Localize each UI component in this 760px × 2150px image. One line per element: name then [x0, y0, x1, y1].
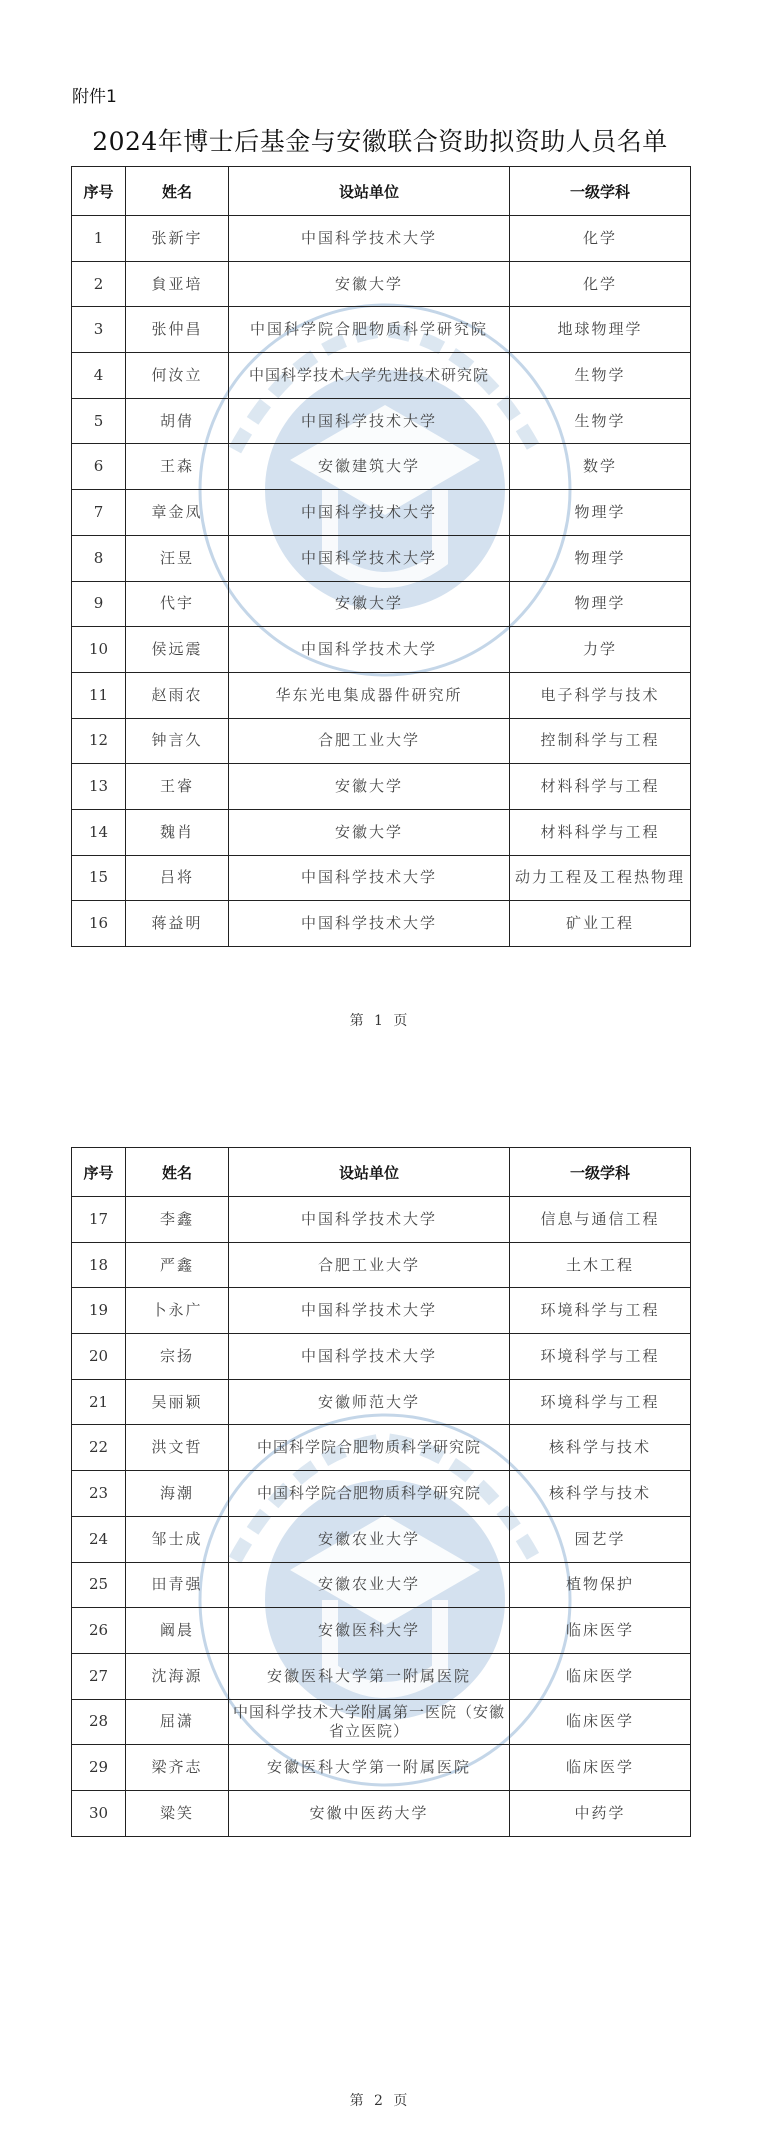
- cell-name: 胡倩: [126, 398, 229, 444]
- cell-no: 18: [72, 1242, 126, 1288]
- table-header-row: [72, 167, 691, 216]
- cell-subject: 环境科学与工程: [510, 1379, 691, 1425]
- cell-name: 代宇: [126, 581, 229, 627]
- cell-subject: 矿业工程: [510, 901, 691, 947]
- cell-name: 张仲昌: [126, 307, 229, 353]
- cell-name: 赵雨农: [126, 672, 229, 718]
- cell-name: 王睿: [126, 764, 229, 810]
- cell-unit: 安徽师范大学: [229, 1379, 510, 1425]
- cell-name: 宗扬: [126, 1334, 229, 1380]
- cell-name: 张新宇: [126, 216, 229, 262]
- cell-unit: 安徽医科大学第一附属医院: [229, 1653, 510, 1699]
- cell-subject: 化学: [510, 261, 691, 307]
- cell-name: 粱笑: [126, 1790, 229, 1836]
- cell-name: 魏肖: [126, 809, 229, 855]
- cell-no: 13: [72, 764, 126, 810]
- cell-unit: 中国科学院合肥物质科学研究院: [229, 1471, 510, 1517]
- document-title: 2024年博士后基金与安徽联合资助拟资助人员名单: [92, 127, 668, 156]
- cell-no: 6: [72, 444, 126, 490]
- table-row: [72, 764, 691, 810]
- cell-no: 3: [72, 307, 126, 353]
- column-header-name: 姓名: [126, 1148, 229, 1197]
- cell-unit: 安徽大学: [229, 809, 510, 855]
- cell-unit: 合肥工业大学: [229, 1242, 510, 1288]
- cell-unit: 安徽大学: [229, 764, 510, 810]
- table-row: [72, 809, 691, 855]
- cell-subject: 物理学: [510, 535, 691, 581]
- cell-name: 何汝立: [126, 353, 229, 399]
- cell-subject: 控制科学与工程: [510, 718, 691, 764]
- cell-unit: 安徽医科大学: [229, 1608, 510, 1654]
- cell-name: 海潮: [126, 1471, 229, 1517]
- cell-no: 12: [72, 718, 126, 764]
- cell-no: 17: [72, 1197, 126, 1243]
- cell-no: 27: [72, 1653, 126, 1699]
- cell-unit: 中国科学技术大学: [229, 490, 510, 536]
- cell-subject: 化学: [510, 216, 691, 262]
- table-row: [72, 672, 691, 718]
- table-row: [72, 1197, 691, 1243]
- table-row: [72, 1334, 691, 1380]
- cell-subject: 植物保护: [510, 1562, 691, 1608]
- cell-unit: 合肥工业大学: [229, 718, 510, 764]
- cell-no: 2: [72, 261, 126, 307]
- table-row: [72, 216, 691, 262]
- cell-subject: 核科学与技术: [510, 1471, 691, 1517]
- cell-subject: 临床医学: [510, 1699, 691, 1745]
- cell-no: 11: [72, 672, 126, 718]
- column-header-subject: 一级学科: [510, 167, 691, 216]
- cell-no: 28: [72, 1699, 126, 1745]
- table-row: [72, 1516, 691, 1562]
- cell-subject: 动力工程及工程热物理: [510, 855, 691, 901]
- cell-no: 25: [72, 1562, 126, 1608]
- cell-name: 屈潇: [126, 1699, 229, 1745]
- table-row: [72, 1699, 691, 1745]
- column-header-subject: 一级学科: [510, 1148, 691, 1197]
- cell-unit: 中国科学技术大学: [229, 216, 510, 262]
- cell-unit: 中国科学技术大学: [229, 1197, 510, 1243]
- cell-name: 章金凤: [126, 490, 229, 536]
- page-number-2: 第 2 页: [349, 2093, 411, 2109]
- cell-unit: 中国科学院合肥物质科学研究院: [229, 307, 510, 353]
- cell-subject: 电子科学与技术: [510, 672, 691, 718]
- cell-unit: 安徽农业大学: [229, 1516, 510, 1562]
- table-row: [72, 307, 691, 353]
- cell-name: 田青强: [126, 1562, 229, 1608]
- table-row: [72, 581, 691, 627]
- cell-unit: 中国科学技术大学: [229, 855, 510, 901]
- cell-name: 蒋益明: [126, 901, 229, 947]
- cell-subject: 物理学: [510, 581, 691, 627]
- table-row: [72, 490, 691, 536]
- cell-no: 14: [72, 809, 126, 855]
- cell-subject: 材料科学与工程: [510, 809, 691, 855]
- table-row: [72, 627, 691, 673]
- cell-no: 19: [72, 1288, 126, 1334]
- page-number-1: 第 1 页: [349, 1013, 411, 1029]
- cell-unit: 中国科学院合肥物质科学研究院: [229, 1425, 510, 1471]
- table-header-row: [72, 1148, 691, 1197]
- cell-no: 10: [72, 627, 126, 673]
- cell-no: 26: [72, 1608, 126, 1654]
- cell-name: 邹士成: [126, 1516, 229, 1562]
- cell-subject: 环境科学与工程: [510, 1288, 691, 1334]
- cell-subject: 土木工程: [510, 1242, 691, 1288]
- cell-unit: 中国科学技术大学先进技术研究院: [229, 353, 510, 399]
- attachment-label: 附件1: [72, 87, 117, 107]
- cell-name: 侯远震: [126, 627, 229, 673]
- cell-name: 汪昱: [126, 535, 229, 581]
- cell-no: 20: [72, 1334, 126, 1380]
- cell-name: 沈海源: [126, 1653, 229, 1699]
- column-header-no: 序号: [72, 167, 126, 216]
- table-row: [72, 901, 691, 947]
- table-row: [72, 1562, 691, 1608]
- cell-subject: 物理学: [510, 490, 691, 536]
- table-row: [72, 535, 691, 581]
- cell-no: 5: [72, 398, 126, 444]
- cell-subject: 中药学: [510, 1790, 691, 1836]
- cell-unit: 中国科学技术大学: [229, 627, 510, 673]
- cell-no: 16: [72, 901, 126, 947]
- cell-unit: 中国科学技术大学: [229, 398, 510, 444]
- table-row: [72, 1745, 691, 1791]
- cell-unit: 安徽农业大学: [229, 1562, 510, 1608]
- cell-name: 貟亚培: [126, 261, 229, 307]
- cell-subject: 生物学: [510, 398, 691, 444]
- table-row: [72, 1608, 691, 1654]
- cell-name: 梁齐志: [126, 1745, 229, 1791]
- table-row: [72, 1425, 691, 1471]
- cell-subject: 生物学: [510, 353, 691, 399]
- table-row: [72, 855, 691, 901]
- table-row: [72, 718, 691, 764]
- cell-unit: 中国科学技术大学: [229, 1288, 510, 1334]
- cell-subject: 园艺学: [510, 1516, 691, 1562]
- roster-table-page-2: [71, 1147, 691, 1837]
- cell-no: 1: [72, 216, 126, 262]
- cell-unit: 安徽医科大学第一附属医院: [229, 1745, 510, 1791]
- column-header-no: 序号: [72, 1148, 126, 1197]
- cell-subject: 临床医学: [510, 1745, 691, 1791]
- cell-subject: 临床医学: [510, 1653, 691, 1699]
- cell-no: 29: [72, 1745, 126, 1791]
- cell-name: 卜永广: [126, 1288, 229, 1334]
- cell-name: 吴丽颖: [126, 1379, 229, 1425]
- table-row: [72, 1790, 691, 1836]
- cell-no: 23: [72, 1471, 126, 1517]
- cell-unit: 华东光电集成器件研究所: [229, 672, 510, 718]
- cell-no: 22: [72, 1425, 126, 1471]
- cell-subject: 临床医学: [510, 1608, 691, 1654]
- cell-name: 严鑫: [126, 1242, 229, 1288]
- cell-name: 洪文哲: [126, 1425, 229, 1471]
- table-row: [72, 1288, 691, 1334]
- cell-subject: 核科学与技术: [510, 1425, 691, 1471]
- table-row: [72, 261, 691, 307]
- cell-subject: 地球物理学: [510, 307, 691, 353]
- cell-no: 8: [72, 535, 126, 581]
- cell-subject: 数学: [510, 444, 691, 490]
- cell-no: 24: [72, 1516, 126, 1562]
- cell-unit: 中国科学技术大学: [229, 535, 510, 581]
- table-row: [72, 1379, 691, 1425]
- cell-unit: 安徽大学: [229, 581, 510, 627]
- cell-no: 7: [72, 490, 126, 536]
- cell-unit: 中国科学技术大学: [229, 901, 510, 947]
- table-row: [72, 1471, 691, 1517]
- cell-unit: 安徽大学: [229, 261, 510, 307]
- cell-subject: 力学: [510, 627, 691, 673]
- column-header-unit: 设站单位: [229, 167, 510, 216]
- cell-no: 21: [72, 1379, 126, 1425]
- cell-unit: 中国科学技术大学: [229, 1334, 510, 1380]
- cell-subject: 材料科学与工程: [510, 764, 691, 810]
- cell-name: 李鑫: [126, 1197, 229, 1243]
- cell-no: 30: [72, 1790, 126, 1836]
- table-row: [72, 1653, 691, 1699]
- cell-no: 9: [72, 581, 126, 627]
- cell-unit: 中国科学技术大学附属第一医院（安徽省立医院）: [229, 1699, 510, 1745]
- cell-no: 15: [72, 855, 126, 901]
- cell-name: 吕将: [126, 855, 229, 901]
- cell-name: 阚晨: [126, 1608, 229, 1654]
- table-row: [72, 353, 691, 399]
- column-header-name: 姓名: [126, 167, 229, 216]
- roster-table-page-1: [71, 166, 691, 947]
- cell-subject: 信息与通信工程: [510, 1197, 691, 1243]
- table-row: [72, 1242, 691, 1288]
- cell-no: 4: [72, 353, 126, 399]
- cell-unit: 安徽中医药大学: [229, 1790, 510, 1836]
- cell-subject: 环境科学与工程: [510, 1334, 691, 1380]
- column-header-unit: 设站单位: [229, 1148, 510, 1197]
- cell-name: 钟言久: [126, 718, 229, 764]
- cell-unit: 安徽建筑大学: [229, 444, 510, 490]
- cell-name: 王森: [126, 444, 229, 490]
- table-row: [72, 444, 691, 490]
- table-row: [72, 398, 691, 444]
